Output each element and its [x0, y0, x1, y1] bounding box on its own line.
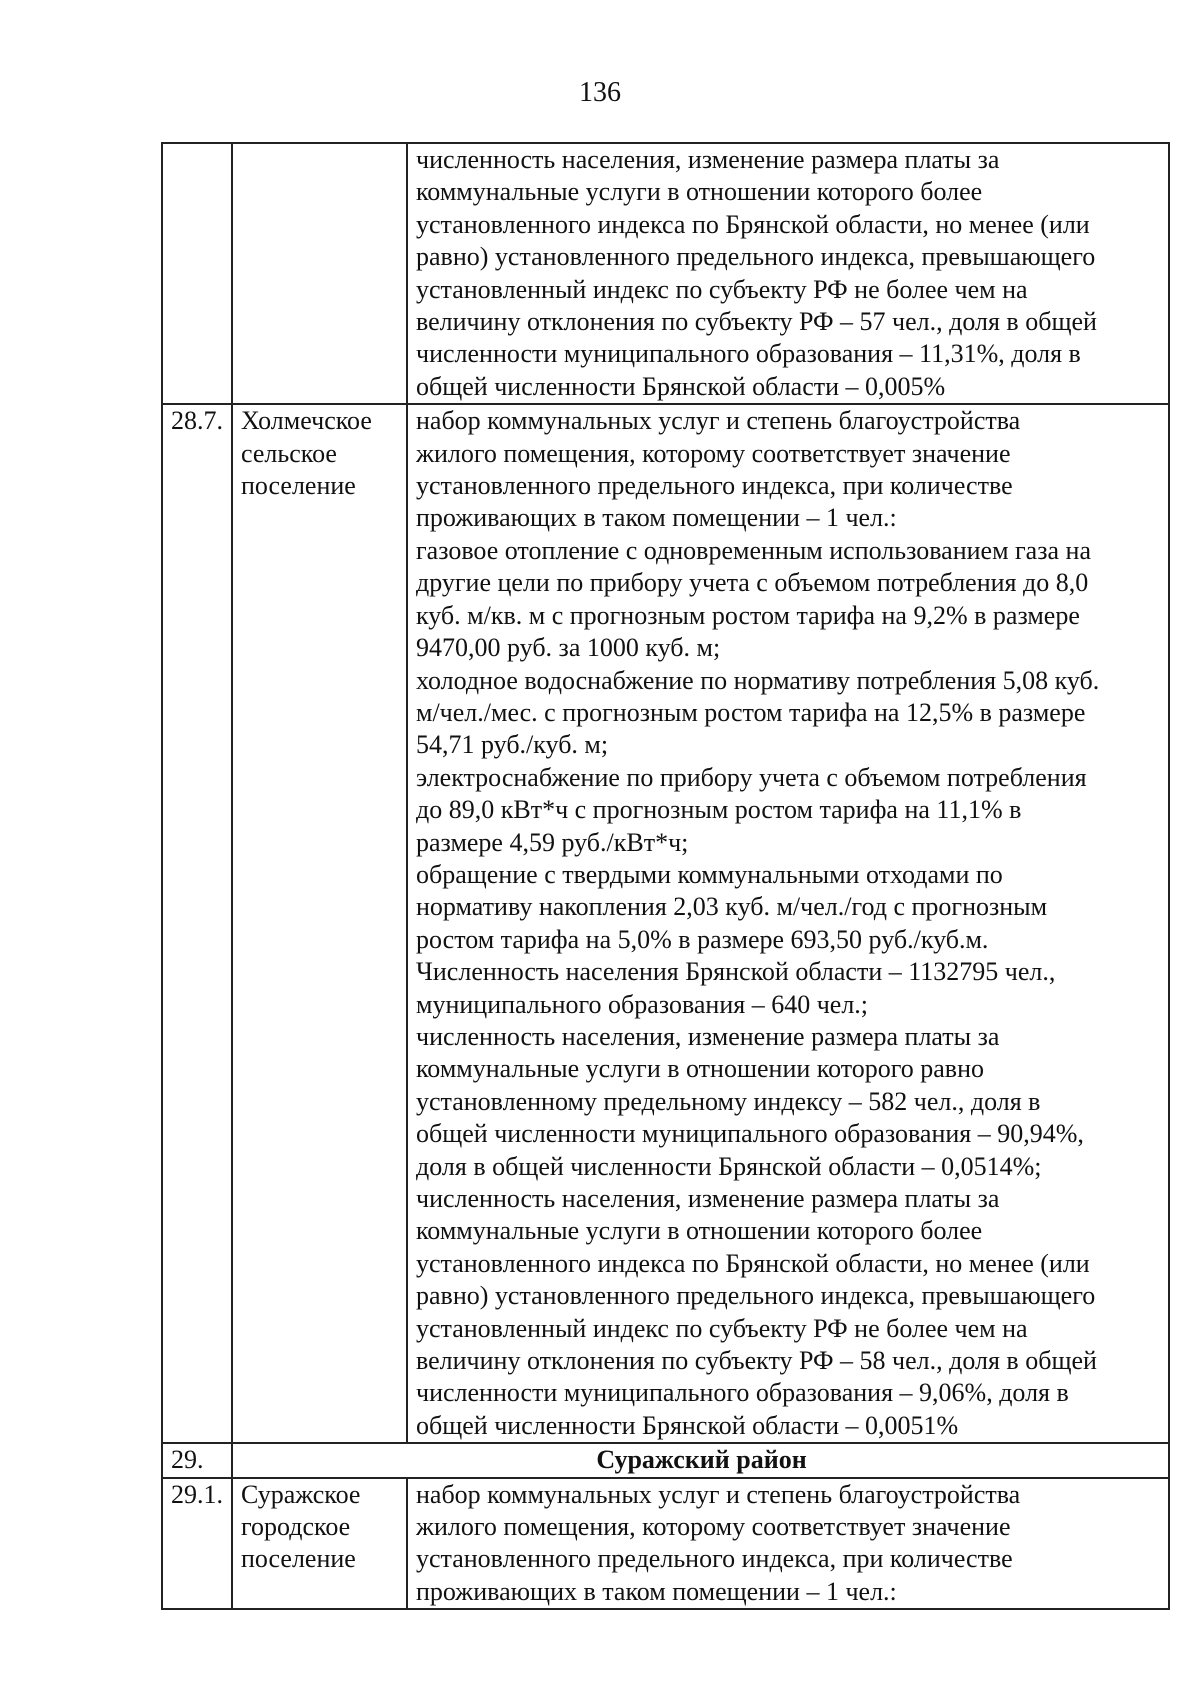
text-line: другие цели по прибору учета с объемом потребления до 8,0 [416, 568, 1089, 598]
section-heading-row [162, 1443, 1169, 1477]
text-line: нормативу накопления 2,03 куб. м/чел./год с прогнозным [416, 892, 1048, 922]
text-line: установленный индекс по субъекту РФ не более чем на [416, 274, 1028, 304]
municipality-name-line: Суражское [241, 1479, 361, 1509]
description-cell [407, 143, 1169, 404]
text-line: равно) установленного предельного индекса, превышающего [416, 1281, 1096, 1311]
text-line: коммунальные услуги в отношении которого более [416, 177, 983, 207]
text-line: общей численности муниципального образования – 90,94%, [416, 1119, 1084, 1149]
municipality-name-line: городское [241, 1512, 351, 1542]
text-line: установленного индекса по Брянской области, но менее (или [416, 209, 1090, 239]
text-line: численность населения, изменение размера платы за [416, 145, 1000, 174]
text-line: 54,71 руб./куб. м; [416, 730, 609, 760]
table-row [162, 143, 1169, 404]
text-line: численность населения, изменение размера платы за [416, 1184, 1000, 1213]
text-line: равно) установленного предельного индекса, превышающего [416, 242, 1096, 272]
text-line: проживающих в таком помещении – 1 чел.: [416, 1576, 897, 1606]
text-line: численности муниципального образования – 11,31%, доля в [416, 339, 1081, 369]
municipality-name-line: поселение [241, 471, 356, 501]
page-number: 136 [579, 77, 621, 108]
text-line: ростом тарифа на 5,0% в размере 693,50 руб./куб.м. [416, 924, 989, 954]
text-line: установленному предельному индексу – 582 чел., доля в [416, 1086, 1041, 1116]
text-line: обращение с твердыми коммунальными отходами по [416, 859, 1003, 889]
district-heading: Суражский район [232, 1443, 1169, 1477]
text-line: холодное водоснабжение по нормативу потребления 5,08 куб. [416, 665, 1100, 695]
text-line: 9470,00 руб. за 1000 куб. м; [416, 633, 721, 663]
text-line: коммунальные услуги в отношении которого равно [416, 1054, 985, 1084]
text-line: куб. м/кв. м с прогнозным ростом тарифа на 9,2% в размере [416, 600, 1080, 630]
row-number-cell: 29. [162, 1443, 232, 1477]
text-line: величину отклонения по субъекту РФ – 57 чел., доля в общей [416, 307, 1097, 337]
description-cell [407, 1478, 1169, 1610]
text-line: коммунальные услуги в отношении которого более [416, 1216, 983, 1246]
text-line: установленного предельного индекса, при количестве [416, 1544, 1013, 1574]
text-line: до 89,0 кВт*ч с прогнозным ростом тарифа на 11,1% в [416, 795, 1022, 825]
municipality-cell [232, 404, 407, 1443]
description-cell [407, 404, 1169, 1443]
row-number-cell: 29.1. [162, 1478, 232, 1610]
text-line: доля в общей численности Брянской области – 0,0514%; [416, 1151, 1042, 1181]
text-line: проживающих в таком помещении – 1 чел.: [416, 503, 897, 533]
text-line: м/чел./мес. с прогнозным ростом тарифа на 12,5% в размере [416, 697, 1086, 727]
text-line: установленного индекса по Брянской области, но менее (или [416, 1248, 1090, 1278]
municipality-name-line: Холмечское [241, 406, 372, 436]
text-line: Численность населения Брянской области – 1132795 чел., [416, 957, 1056, 987]
text-line: установленного предельного индекса, при количестве [416, 471, 1013, 501]
text-line: набор коммунальных услуг и степень благоустройства [416, 1479, 1021, 1509]
municipality-name-line: сельское [241, 438, 337, 468]
text-line: численность населения, изменение размера платы за [416, 1021, 1000, 1051]
row-number-cell: 28.7. [162, 404, 232, 1443]
text-line: общей численности Брянской области – 0,005% [416, 371, 946, 401]
text-line: набор коммунальных услуг и степень благоустройства [416, 406, 1021, 436]
text-line: газовое отопление с одновременным использованием газа на [416, 535, 1091, 565]
text-line: общей численности Брянской области – 0,0051% [416, 1410, 959, 1440]
text-line: жилого помещения, которому соответствует значение [416, 438, 1011, 468]
municipality-cell [232, 143, 407, 404]
municipality-name-line: поселение [241, 1544, 356, 1574]
municipality-cell [232, 1478, 407, 1610]
text-line: размере 4,59 руб./кВт*ч; [416, 827, 689, 857]
table-row [162, 1478, 1169, 1610]
text-line: электроснабжение по прибору учета с объемом потребления [416, 762, 1087, 792]
text-line: жилого помещения, которому соответствует значение [416, 1512, 1011, 1542]
text-line: муниципального образования – 640 чел.; [416, 989, 869, 1019]
data-table [161, 142, 1170, 1610]
row-number-cell [162, 143, 232, 404]
text-line: численности муниципального образования – 9,06%, доля в [416, 1378, 1069, 1408]
table-row [162, 404, 1169, 1443]
text-line: установленный индекс по субъекту РФ не более чем на [416, 1313, 1028, 1343]
text-line: величину отклонения по субъекту РФ – 58 чел., доля в общей [416, 1346, 1097, 1376]
